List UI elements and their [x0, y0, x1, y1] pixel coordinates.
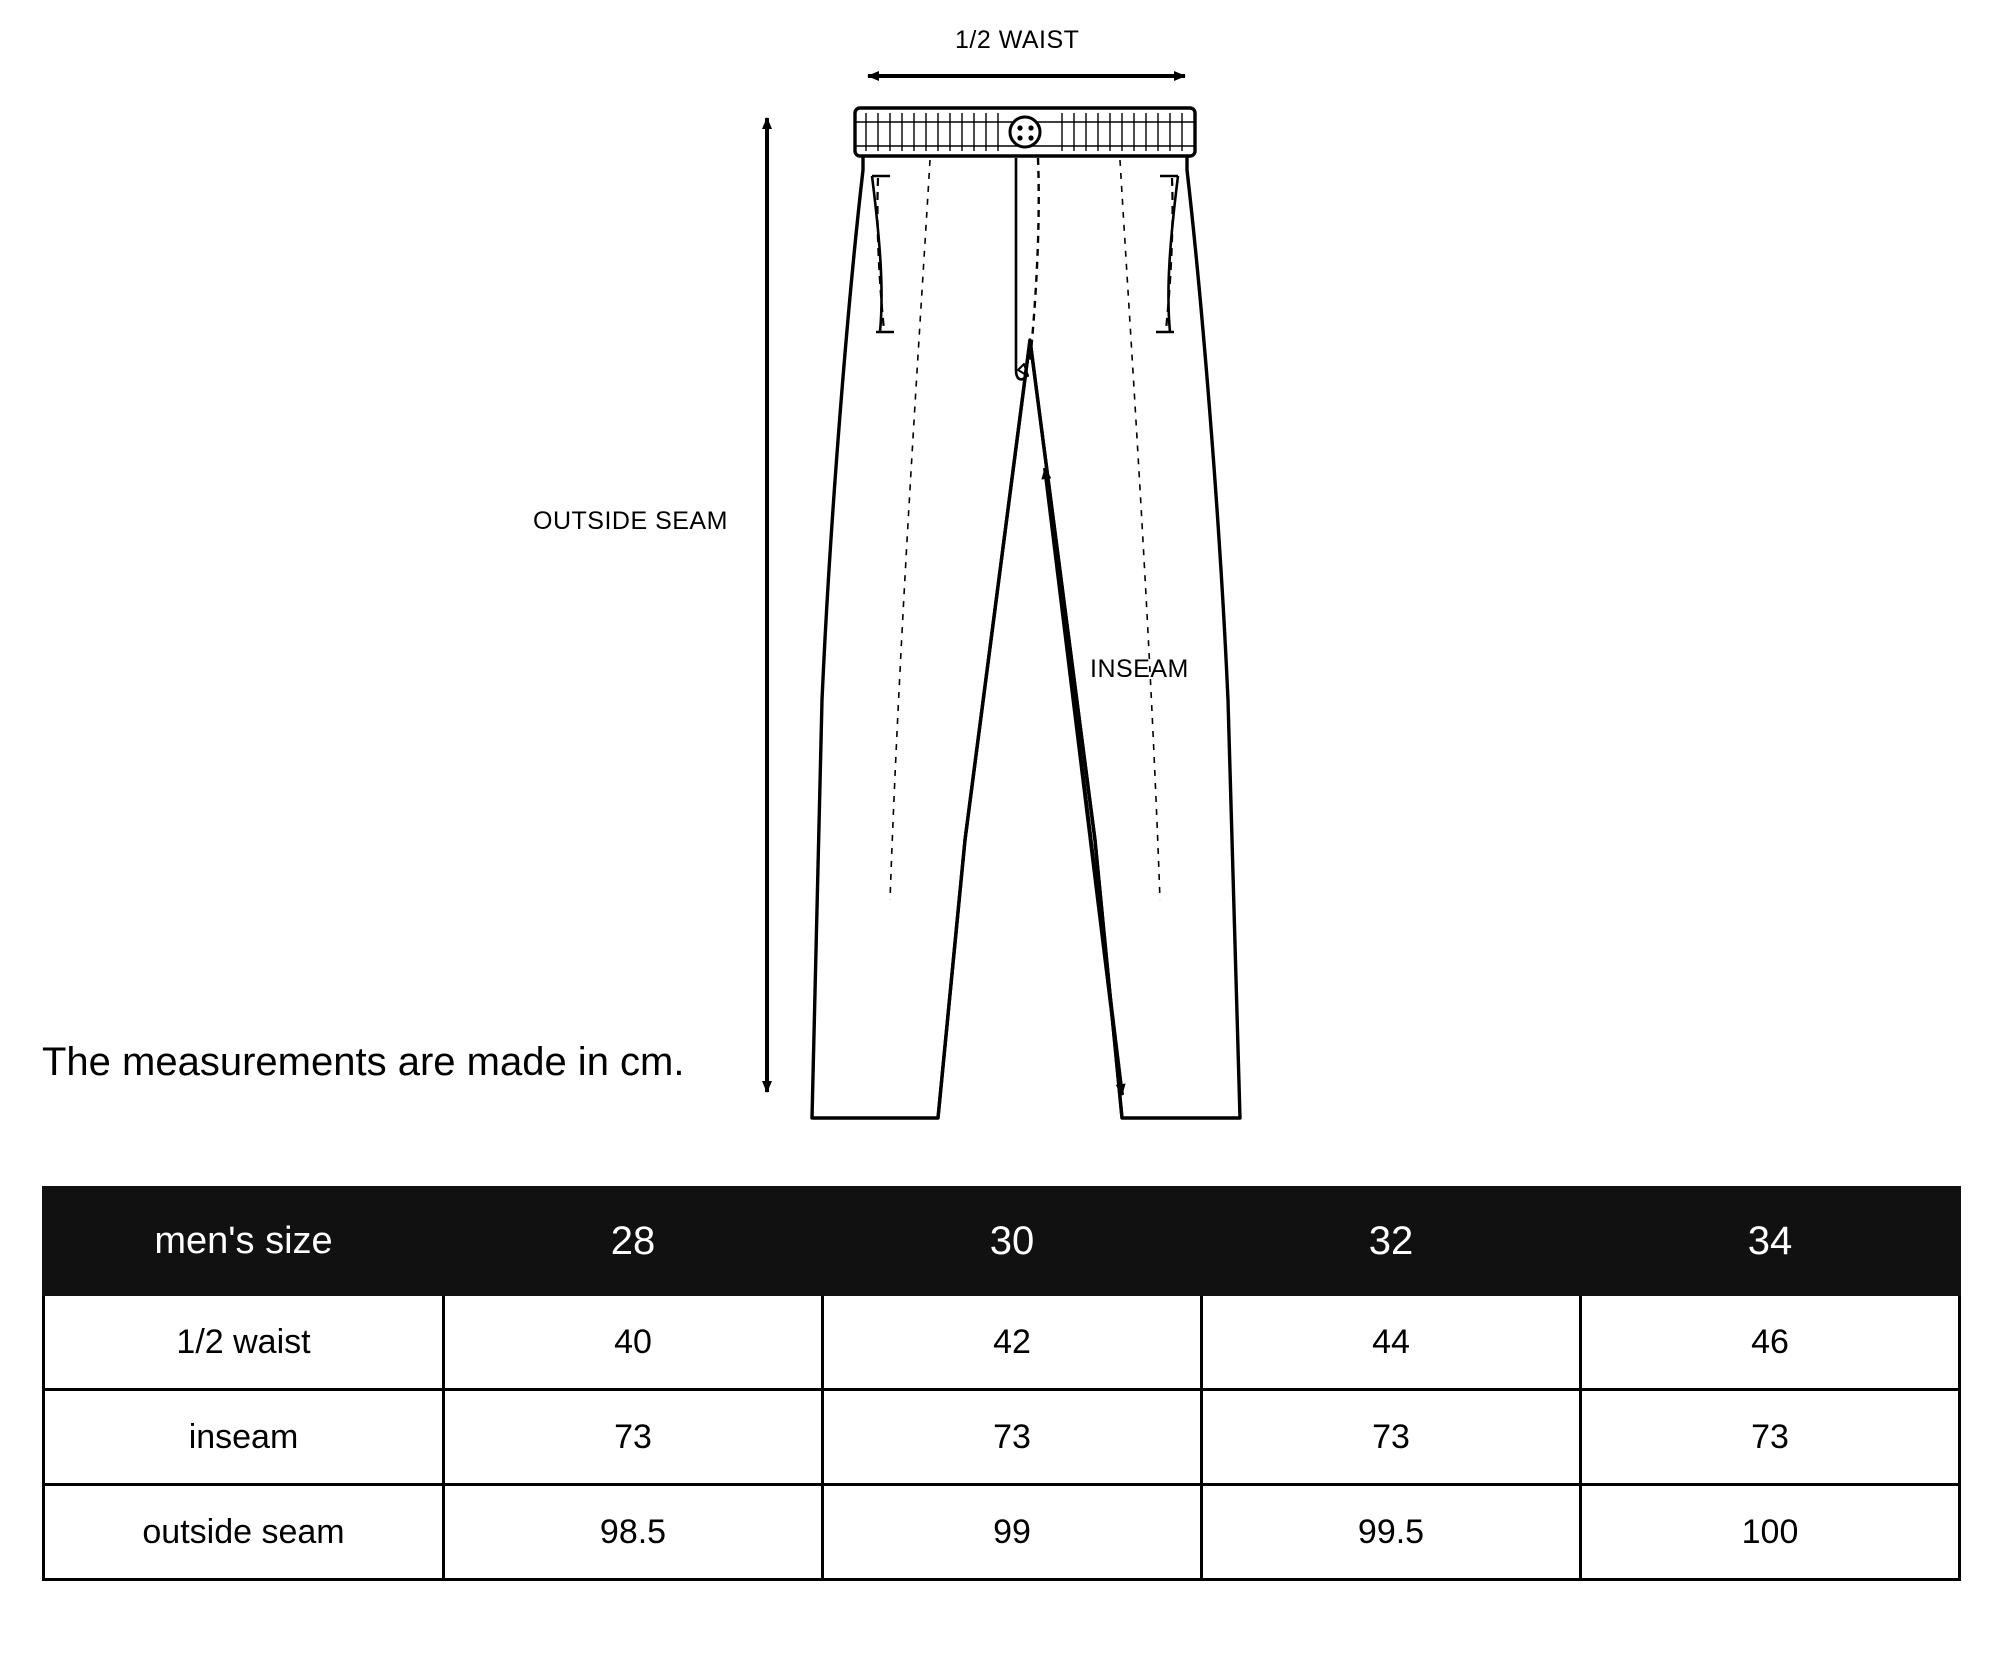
table-header-size-28: 28: [444, 1188, 823, 1295]
cell-outside-seam-30: 99: [823, 1485, 1202, 1580]
cell-outside-seam-32: 99.5: [1202, 1485, 1581, 1580]
table-row: [44, 1485, 1960, 1580]
size-measurements-table: [42, 1186, 1961, 1581]
table-header-row: [44, 1188, 1960, 1295]
cell-half-waist-30: 42: [823, 1295, 1202, 1390]
cell-inseam-28: 73: [444, 1390, 823, 1485]
table-header-size-30: 30: [823, 1188, 1202, 1295]
cell-inseam-30: 73: [823, 1390, 1202, 1485]
half-waist-label: 1/2 WAIST: [955, 26, 1080, 54]
row-label-inseam: inseam: [44, 1390, 444, 1485]
table-header-size-32: 32: [1202, 1188, 1581, 1295]
cell-half-waist-32: 44: [1202, 1295, 1581, 1390]
table-header-size-34: 34: [1581, 1188, 1960, 1295]
table-row: [44, 1295, 1960, 1390]
cell-half-waist-34: 46: [1581, 1295, 1960, 1390]
table-row: [44, 1390, 1960, 1485]
outside-seam-label: OUTSIDE SEAM: [533, 507, 728, 535]
cell-inseam-34: 73: [1581, 1390, 1960, 1485]
cell-half-waist-28: 40: [444, 1295, 823, 1390]
inseam-label: INSEAM: [1090, 655, 1189, 683]
measurement-unit-note: The measurements are made in cm.: [42, 1040, 685, 1084]
trousers-outline: [812, 108, 1240, 1118]
row-label-outside-seam: outside seam: [44, 1485, 444, 1580]
row-label-half-waist: 1/2 waist: [44, 1295, 444, 1390]
cell-outside-seam-28: 98.5: [444, 1485, 823, 1580]
cell-inseam-32: 73: [1202, 1390, 1581, 1485]
cell-outside-seam-34: 100: [1581, 1485, 1960, 1580]
table-header-size-label: men's size: [44, 1188, 444, 1295]
